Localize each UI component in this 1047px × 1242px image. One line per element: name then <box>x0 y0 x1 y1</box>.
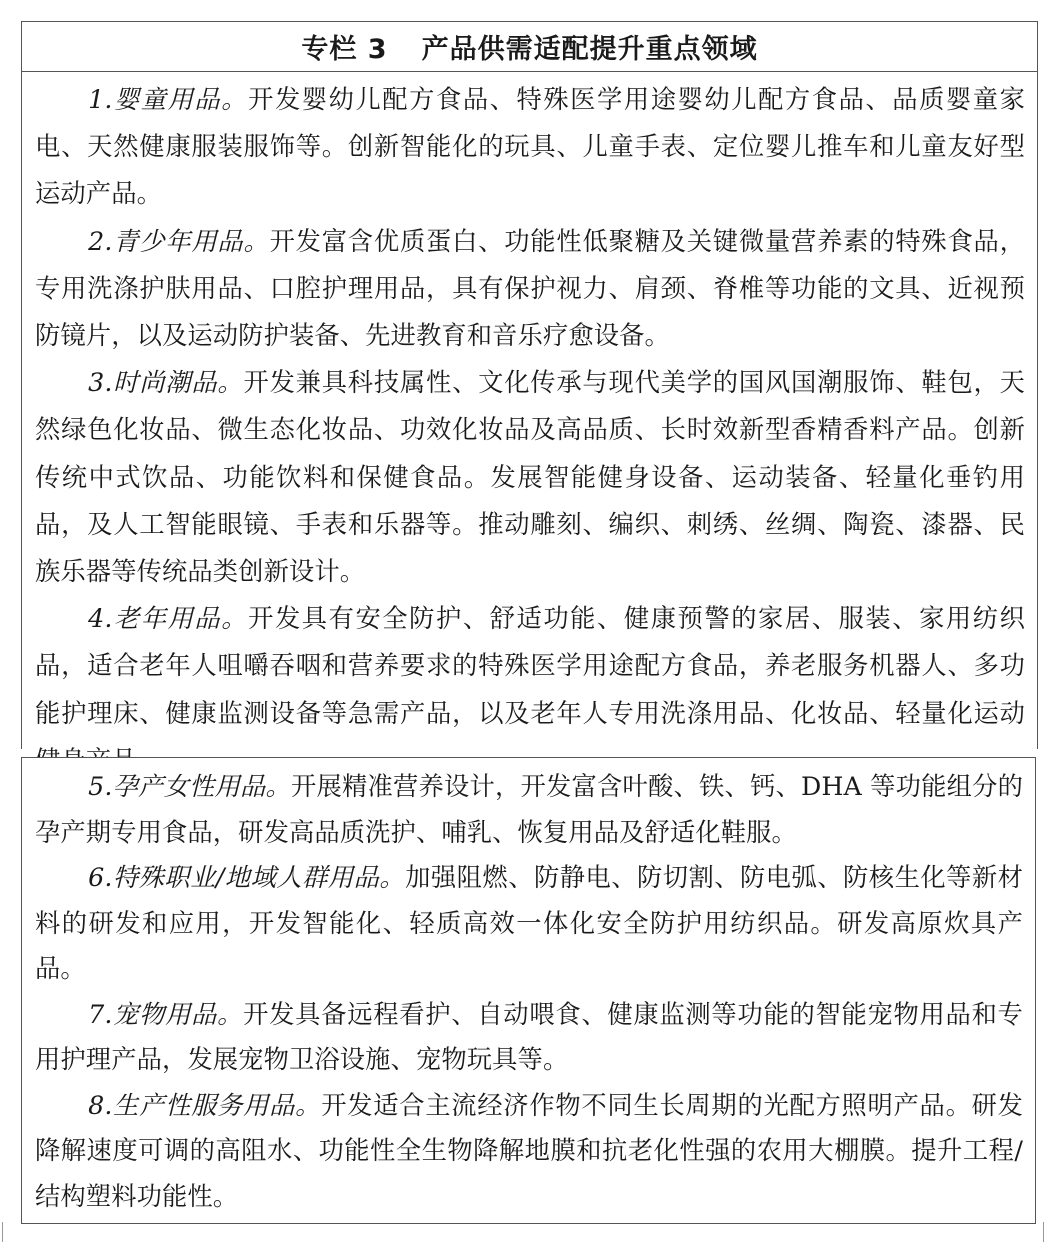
item-body: 开发具备远程看护、自动喂食、健康监测等功能的智能宠物用品和专用护理产品，发展宠物卫浴设施、宠物玩具等。 <box>35 999 1023 1074</box>
item-heading: 3.时尚潮品。 <box>88 368 244 398</box>
item-body: 开发具有安全防护、舒适功能、健康预警的家居、服装、家用纺织品，适合老年人咀嚼吞咽和营养要求的特殊医学用途配方食品，养老服务机器人、多功能护理床、健康监测设备等急需产品，以及老年人专用洗涤用品、化妆品、轻量化运动 <box>35 604 1025 728</box>
item-special-occupation-products <box>35 855 1023 992</box>
item-heading: 7.宠物用品。 <box>88 999 244 1029</box>
feature-box-lower <box>21 757 1036 1224</box>
box-content-lower <box>22 758 1035 1219</box>
item-heading: 4.老年用品。 <box>88 604 249 634</box>
item-body: 开发兼具科技属性、文化传承与现代美学的国风国潮服饰、鞋包，天然绿色化妆品、微生态化妆品、功效化妆品及高品质、长时效新型香精香料产品。创新传统中式饮品、功能饮料和保健食品。发展智能健身设备、运动装备、轻量化垂钓用品，及人工智能眼镜、手表和乐器等。推动雕刻、编织、刺绣、丝绸、陶瓷、漆器、民族乐器等传统品类创新设计。 <box>35 368 1025 587</box>
item-heading: 5.孕产女性用品。 <box>88 772 292 801</box>
item-pet-products <box>35 992 1023 1083</box>
feature-box-upper <box>21 21 1038 749</box>
item-production-service-products <box>35 1083 1023 1220</box>
item-heading: 2.青少年用品。 <box>88 226 270 256</box>
item-infant-products <box>35 76 1025 218</box>
item-body: 加强阻燃、防静电、防切割、防电弧、防核生化等新材料的研发和应用，开发智能化、轻质高效一体化安全防护用纺织品。研发高原炊具产品。 <box>35 863 1023 983</box>
page-edge-mark-right <box>1043 1222 1044 1242</box>
box-title-label: 专栏 3 <box>301 34 388 65</box>
box-content-upper <box>22 72 1037 784</box>
page-edge-mark-left <box>2 1222 3 1242</box>
item-youth-products <box>35 218 1025 360</box>
item-heading: 6.特殊职业/地域人群用品。 <box>88 863 406 892</box>
item-maternity-products <box>35 764 1023 855</box>
item-body: 开发适合主流经济作物不同生长周期的光配方照明产品。研发降解速度可调的高阻水、功能性全生物降解地膜和抗老化性强的农用大棚膜。提升工程/结构塑料功能性。 <box>35 1090 1023 1211</box>
item-body: 开展精准营养设计，开发富含叶酸、铁、钙、DHA 等功能组分的孕产期专用食品，研发高品质洗护、哺乳、恢复用品及舒适化鞋服。 <box>35 772 1023 847</box>
box-title <box>22 22 1037 72</box>
item-body: 开发富含优质蛋白、功能性低聚糖及关键微量营养素的特殊食品，专用洗涤护肤用品、口腔护理用品，具有保护视力、肩颈、脊椎等功能的文具、近视预防镜片，以及运动防护装备、先进教育和音乐疗愈设备。 <box>35 226 1026 351</box>
item-heading: 8.生产性服务用品。 <box>88 1090 322 1120</box>
item-elderly-products <box>35 595 1025 784</box>
box-title-text: 产品供需适配提升重点领域 <box>421 34 758 65</box>
item-body: 开发婴幼儿配方食品、特殊医学用途婴幼儿配方食品、品质婴童家电、天然健康服装服饰等。创新智能化的玩具、儿童手表、定位婴儿推车和儿童友好型运动产品。 <box>35 85 1025 209</box>
item-fashion-products <box>35 359 1025 595</box>
item-heading: 1.婴童用品。 <box>88 85 249 114</box>
